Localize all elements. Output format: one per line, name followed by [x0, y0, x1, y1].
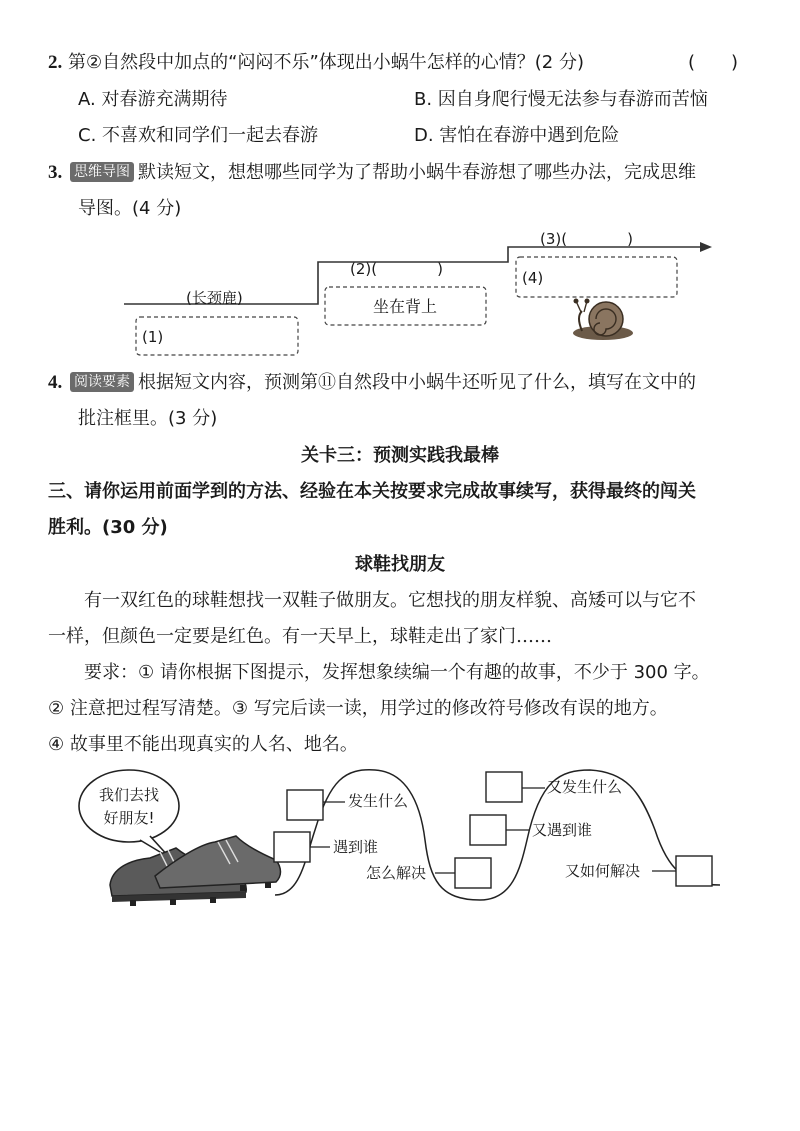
- reading-element-tag: 阅读要素: [70, 372, 134, 392]
- question-3-text-line2: 导图。(4 分): [78, 198, 182, 219]
- option-a[interactable]: A. 对春游充满期待: [78, 89, 228, 110]
- label-how-solved-again: 又如何解决: [565, 862, 641, 880]
- question-4-text-line2: 批注框里。(3 分): [78, 408, 218, 429]
- bubble-line1: 我们去找: [98, 786, 160, 804]
- label-giraffe: (长颈鹿): [186, 289, 243, 307]
- section-3-instruction-line1: 三、请你运用前面学到的方法、经验在本关按要求完成故事续写，获得最终的闯关: [48, 481, 696, 502]
- plot-box-5[interactable]: [470, 815, 506, 845]
- option-c[interactable]: C. 不喜欢和同学们一起去春游: [78, 125, 319, 146]
- label-who-met-again: 又遇到谁: [532, 821, 593, 839]
- question-2-text: 第②自然段中加点的“闷闷不乐”体现出小蜗牛怎样的心情？(2 分): [67, 52, 584, 73]
- label-how-solved: 怎么解决: [366, 864, 427, 882]
- question-2-number: 2.: [48, 52, 63, 73]
- question-2-answer-blank[interactable]: ( ): [688, 52, 739, 73]
- requirement-line2: ② 注意把过程写清楚。③ 写完后读一读，用学过的修改符号修改有误的地方。: [48, 698, 668, 719]
- bubble-line2: 好朋友!: [103, 809, 155, 827]
- mind-map-diagram: [0, 225, 800, 365]
- plot-box-4[interactable]: [486, 772, 522, 802]
- question-3: [48, 160, 696, 186]
- question-3-number: 3.: [48, 162, 63, 183]
- question-4: [48, 370, 696, 396]
- requirement-line1: 要求：① 请你根据下图提示，发挥想象续编一个有趣的故事，不少于 300 字。: [84, 662, 710, 683]
- label-2-blank[interactable]: (2)( ): [350, 260, 443, 278]
- story-figure: [0, 760, 800, 920]
- answer-box-1-label: (1): [142, 328, 164, 346]
- label-who-met: 遇到谁: [333, 838, 379, 856]
- answer-box-2-text: 坐在背上: [372, 297, 438, 316]
- story-text-line2: 一样，但颜色一定要是红色。有一天早上，球鞋走出了家门……: [48, 626, 552, 647]
- option-d[interactable]: D. 害怕在春游中遇到危险: [414, 125, 620, 146]
- sneakers-icon: [110, 836, 281, 906]
- plot-box-6[interactable]: [676, 856, 712, 886]
- requirement-line3: ④ 故事里不能出现真实的人名、地名。: [48, 734, 358, 755]
- story-text-line1: 有一双红色的球鞋想找一双鞋子做朋友。它想找的朋友样貌、高矮可以与它不: [84, 590, 696, 611]
- plot-box-3[interactable]: [455, 858, 491, 888]
- answer-box-4-label: (4): [522, 269, 544, 287]
- section-3-instruction-line2: 胜利。(30 分): [48, 517, 168, 538]
- question-3-text-line1: 默读短文，想想哪些同学为了帮助小蜗牛春游想了哪些办法，完成思维: [137, 162, 696, 183]
- speech-bubble: [79, 770, 179, 858]
- plot-box-2[interactable]: [274, 832, 310, 862]
- story-title: 球鞋找朋友: [355, 554, 445, 575]
- mind-map-tag: 思维导图: [70, 162, 134, 182]
- question-4-text-line1: 根据短文内容，预测第⑪自然段中小蜗牛还听见了什么，填写在文中的: [137, 372, 696, 393]
- label-3-blank[interactable]: (3)( ): [540, 230, 633, 248]
- label-what-happened: 发生什么: [348, 792, 409, 810]
- level-3-title: 关卡三：预测实践我最棒: [301, 445, 499, 466]
- question-4-number: 4.: [48, 372, 63, 393]
- question-2: [48, 50, 584, 76]
- snail-icon: [573, 299, 633, 341]
- staircase-arrow-head: [700, 242, 712, 252]
- option-b[interactable]: B. 因自身爬行慢无法参与春游而苦恼: [414, 89, 708, 110]
- label-what-happened-again: 又发生什么: [547, 778, 623, 796]
- plot-box-1[interactable]: [287, 790, 323, 820]
